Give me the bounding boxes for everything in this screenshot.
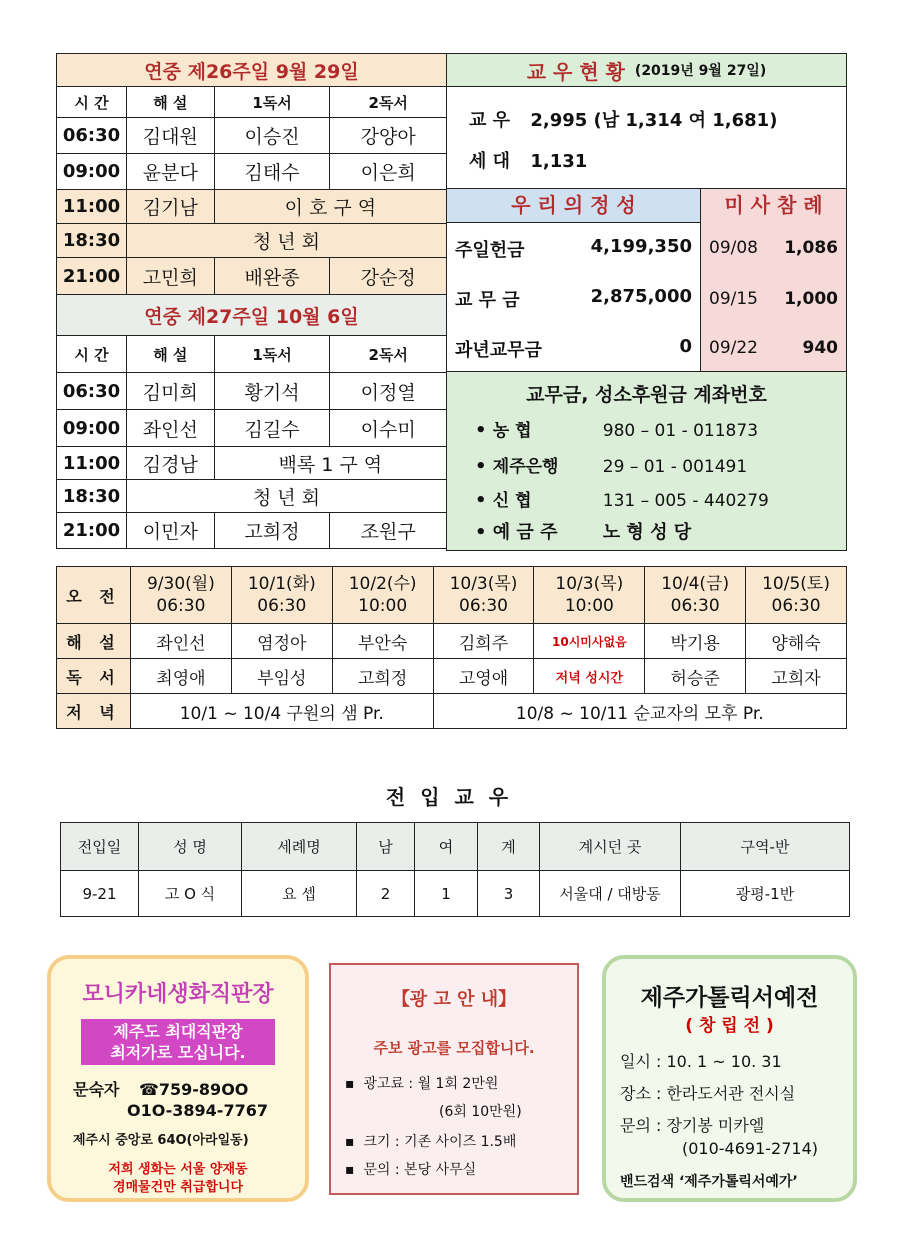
day-time: 06:30 <box>459 596 508 616</box>
reading-cell: 최영애 <box>131 659 232 694</box>
ad1-slogan: 최저가로 모십니다. <box>110 1043 246 1062</box>
ad2-item-text: 크기 : 기존 사이즈 1.5배 <box>363 1134 517 1150</box>
table-row <box>61 871 850 917</box>
row-label: 저 녁 <box>57 694 131 729</box>
col-header: 2독서 <box>330 336 447 373</box>
day-time: 06:30 <box>670 596 720 616</box>
attendance-row <box>709 238 838 258</box>
table-cell: 3 <box>478 871 540 917</box>
members-value: 2,995 (남 1,314 여 1,681) <box>530 110 778 131</box>
offering-row <box>455 336 692 362</box>
attendance-date: 09/08 <box>709 238 758 258</box>
table-cell: 9-21 <box>61 871 139 917</box>
time-cell: 09:00 <box>57 410 127 447</box>
group-cell: 청 년 회 <box>126 224 446 258</box>
time-cell: 11:00 <box>57 190 127 224</box>
status-body <box>446 86 847 189</box>
offering-row <box>455 286 692 312</box>
ad1-name: 문숙자 <box>73 1080 120 1099</box>
day-time: 06:30 <box>257 596 307 616</box>
ad2-item: ▪ 문의 : 본당 사무실 <box>345 1162 477 1178</box>
offering-row <box>455 236 692 262</box>
day-date: 10/3(목) <box>449 574 518 594</box>
ad3-date: 일시 : 10. 1 ~ 10. 31 <box>620 1052 782 1071</box>
commentator: 이민자 <box>126 513 214 549</box>
attendance-date: 09/15 <box>709 289 758 309</box>
reader2: 이수미 <box>330 410 447 447</box>
commentator: 김경남 <box>126 447 214 480</box>
transfer-table <box>60 822 850 917</box>
table-cell: 서울대 / 대방동 <box>540 871 681 917</box>
commentator: 김미희 <box>126 373 214 410</box>
table-cell: 요 셉 <box>242 871 357 917</box>
day-date: 10/1(화) <box>247 574 316 594</box>
reading-cell: 허승준 <box>645 659 746 694</box>
ad2-item-text: (6회 10만원) <box>439 1104 522 1120</box>
offering-label: 교 무 금 <box>455 290 520 311</box>
table-cell: 고 O 식 <box>139 871 242 917</box>
ad-flower-shop <box>47 955 309 1202</box>
accounts-box <box>446 371 847 551</box>
accounts-title: 교무금, 성소후원금 계좌번호 <box>526 384 767 406</box>
time-cell: 11:00 <box>57 447 127 480</box>
reader2: 강양아 <box>330 118 447 154</box>
commentator: 윤분다 <box>126 154 214 190</box>
commentator: 김대원 <box>126 118 214 154</box>
reader2: 이은희 <box>330 154 447 190</box>
ad1-slogan-box <box>81 1019 275 1065</box>
comment-cell: 염정아 <box>231 624 332 659</box>
day-time: 06:30 <box>156 596 206 616</box>
table-cell: 2 <box>357 871 415 917</box>
time-cell: 09:00 <box>57 154 127 190</box>
reading-cell: 고희자 <box>746 659 847 694</box>
day-cell <box>746 567 847 624</box>
sunday-schedule <box>56 53 447 549</box>
attendance-row <box>709 289 838 309</box>
account-row: • 제주은행 29 – 01 - 001491 <box>475 452 747 477</box>
account-number: 980 – 01 - 011873 <box>602 421 759 441</box>
ad1-address: 제주시 중앙로 64O(아라일동) <box>73 1133 249 1148</box>
group-cell: 이 호 구 역 <box>214 190 446 224</box>
households-value: 1,131 <box>530 151 588 172</box>
ad3-subtitle: ( 창 립 전 ) <box>685 1016 774 1036</box>
ad1-note-line: 저희 생화는 서울 양재동 <box>108 1162 248 1177</box>
col-header: 1독서 <box>214 87 330 118</box>
ad3-phone: (010-4691-2714) <box>682 1139 819 1158</box>
col-header: 전입일 <box>61 823 139 871</box>
reader2: 강순정 <box>330 258 447 295</box>
reader2: 조원구 <box>330 513 447 549</box>
ad1-contact <box>73 1077 248 1100</box>
commentator: 고민희 <box>126 258 214 295</box>
status-date: (2019년 9월 27일) <box>634 63 767 79</box>
reading-cell: 고영애 <box>433 659 534 694</box>
group-cell: 청 년 회 <box>126 480 446 513</box>
account-number: 131 – 005 - 440279 <box>602 491 769 511</box>
ad1-note <box>51 1161 305 1197</box>
ad-notice <box>329 963 579 1195</box>
day-time: 10:00 <box>564 596 614 616</box>
day-cell <box>131 567 232 624</box>
row-label: 해 설 <box>57 624 131 659</box>
offering-value: 2,875,000 <box>590 286 692 307</box>
time-cell: 06:30 <box>57 373 127 410</box>
col-header: 성 명 <box>139 823 242 871</box>
households-label: 세 대 <box>469 151 511 172</box>
status-title-bar <box>446 53 847 87</box>
members-label: 교 우 <box>469 110 511 131</box>
offering-label: 과년교무금 <box>455 340 542 361</box>
ad2-item-text: 문의 : 본당 사무실 <box>363 1162 477 1178</box>
day-date: 10/2(수) <box>348 574 417 594</box>
comment-cell-notice: 10시미사없음 <box>534 624 645 659</box>
week26-title: 연중 제26주일 9월 29일 <box>57 54 447 87</box>
reader1: 배완종 <box>214 258 330 295</box>
attendance-value: 1,000 <box>784 289 838 309</box>
time-cell: 18:30 <box>57 480 127 513</box>
day-cell <box>231 567 332 624</box>
comment-cell: 부안숙 <box>332 624 433 659</box>
day-cell <box>534 567 645 624</box>
reader1: 이승진 <box>214 118 330 154</box>
reading-cell: 부임성 <box>231 659 332 694</box>
col-header: 세례명 <box>242 823 357 871</box>
holder-label: 예 금 주 <box>492 522 558 543</box>
bank-name: 제주은행 <box>492 457 559 477</box>
comment-cell: 좌인선 <box>131 624 232 659</box>
ad3-title: 제주가톨릭서예전 <box>640 984 819 1011</box>
ad2-item-text: 광고료 : 월 1회 2만원 <box>363 1076 499 1092</box>
ad-calligraphy <box>602 955 857 1202</box>
day-cell <box>645 567 746 624</box>
col-header: 계 <box>478 823 540 871</box>
reader1: 고희정 <box>214 513 330 549</box>
attendance-date: 09/22 <box>709 338 758 358</box>
offering-value: 0 <box>679 336 692 357</box>
reader1: 김길수 <box>214 410 330 447</box>
account-row: • 신 협 131 – 005 - 440279 <box>475 486 769 511</box>
ad3-contact: 문의 : 장기봉 미카엘 <box>620 1116 765 1135</box>
day-date: 10/5(토) <box>762 574 830 594</box>
attendance-title: 미 사 참 례 <box>700 188 847 223</box>
row-label: 오 전 <box>57 567 131 624</box>
account-row: • 농 협 980 – 01 - 011873 <box>475 416 758 441</box>
ad2-item: ▪ 광고료 : 월 1회 2만원 <box>345 1076 499 1092</box>
comment-cell: 양해숙 <box>746 624 847 659</box>
col-header: 여 <box>415 823 478 871</box>
offering-title: 우 리 의 정 성 <box>446 188 701 223</box>
col-header: 2독서 <box>330 87 447 118</box>
offering-value: 4,199,350 <box>590 236 692 257</box>
ad1-slogan: 제주도 최대직판장 <box>113 1022 243 1041</box>
account-number: 29 – 01 - 001491 <box>602 457 748 477</box>
commentator: 좌인선 <box>126 410 214 447</box>
attendance-body <box>700 222 847 372</box>
day-cell <box>433 567 534 624</box>
ad1-title: 모니카네생화직판장 <box>82 982 274 1007</box>
ad1-phone: ☎759-89OO <box>138 1080 249 1099</box>
reader1: 김태수 <box>214 154 330 190</box>
commentator: 김기남 <box>126 190 214 224</box>
evening-period-2: 10/8 ~ 10/11 순교자의 모후 Pr. <box>433 694 846 729</box>
reader2: 이정열 <box>330 373 447 410</box>
bank-name: 농 협 <box>492 421 532 441</box>
offering-label: 주일헌금 <box>455 240 525 261</box>
row-label: 독 서 <box>57 659 131 694</box>
comment-cell: 김희주 <box>433 624 534 659</box>
account-holder-row: • 예 금 주 노 형 성 당 <box>475 518 691 544</box>
col-header: 시 간 <box>57 336 127 373</box>
day-date: 10/3(목) <box>555 574 624 594</box>
ad1-mobile: O1O-3894-7767 <box>127 1101 268 1120</box>
col-header: 남 <box>357 823 415 871</box>
reading-cell: 고희정 <box>332 659 433 694</box>
time-cell: 06:30 <box>57 118 127 154</box>
evening-period-1: 10/1 ~ 10/4 구원의 샘 Pr. <box>131 694 434 729</box>
time-cell: 21:00 <box>57 258 127 295</box>
transfer-title: 전 입 교 우 <box>385 785 513 809</box>
ad1-note-line: 경매물건만 취급합니다 <box>112 1180 244 1195</box>
col-header: 시 간 <box>57 87 127 118</box>
time-cell: 21:00 <box>57 513 127 549</box>
ad2-subtitle: 주보 광고를 모집합니다. <box>373 1039 535 1057</box>
col-header: 해 설 <box>126 87 214 118</box>
ad2-item: ▪ 크기 : 기존 사이즈 1.5배 <box>345 1134 517 1150</box>
table-cell: 1 <box>415 871 478 917</box>
day-time: 06:30 <box>771 596 821 616</box>
holder-value: 노 형 성 당 <box>602 522 692 543</box>
day-cell <box>332 567 433 624</box>
attendance-value: 1,086 <box>784 238 838 258</box>
comment-cell: 박기용 <box>645 624 746 659</box>
weekday-schedule <box>56 566 847 729</box>
col-header: 해 설 <box>126 336 214 373</box>
day-time: 10:00 <box>358 596 408 616</box>
status-title: 교 우 현 황 <box>526 59 625 84</box>
col-header: 1독서 <box>214 336 330 373</box>
reader1: 황기석 <box>214 373 330 410</box>
bank-name: 신 협 <box>492 491 532 511</box>
ad3-place: 장소 : 한라도서관 전시실 <box>620 1084 796 1103</box>
ad2-title: 【광 고 안 내】 <box>391 989 517 1010</box>
reading-cell-notice: 저녁 성시간 <box>534 659 645 694</box>
attendance-row <box>709 338 838 358</box>
col-header: 계시던 곳 <box>540 823 681 871</box>
day-date: 9/30(월) <box>146 574 215 594</box>
time-cell: 18:30 <box>57 224 127 258</box>
table-cell: 광평-1반 <box>681 871 850 917</box>
attendance-value: 940 <box>802 338 838 358</box>
group-cell: 백록 1 구 역 <box>214 447 446 480</box>
offering-body <box>446 222 701 372</box>
col-header: 구역-반 <box>681 823 850 871</box>
day-date: 10/4(금) <box>661 574 730 594</box>
ad3-band: 밴드검색 ‘제주가톨릭서예가’ <box>620 1174 798 1190</box>
week27-title: 연중 제27주일 10월 6일 <box>57 295 447 336</box>
